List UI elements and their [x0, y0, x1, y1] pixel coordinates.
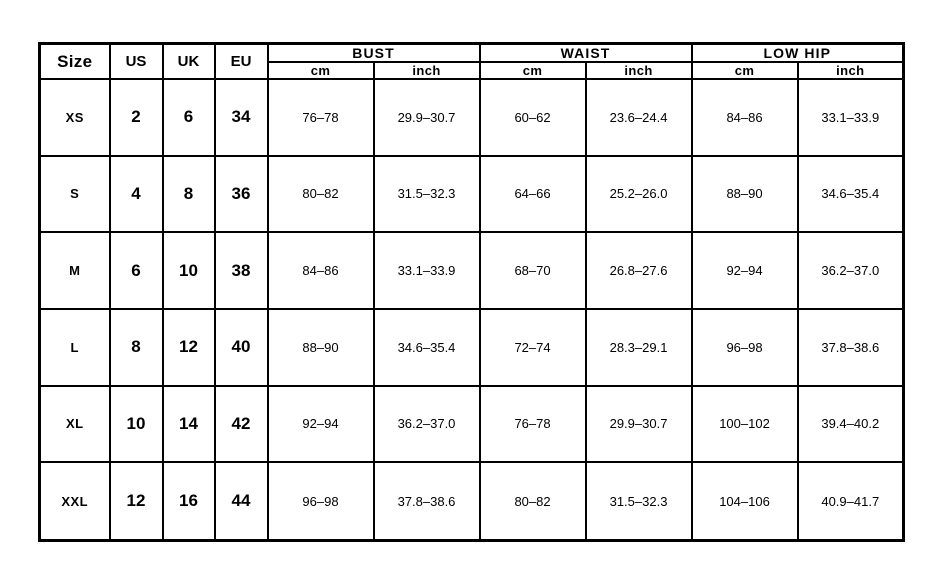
cell-eu: 42	[215, 386, 268, 463]
cell-hip-cm: 100–102	[692, 386, 798, 463]
cell-size: M	[40, 232, 110, 309]
cell-bust-cm: 84–86	[268, 232, 374, 309]
cell-waist-cm: 72–74	[480, 309, 586, 386]
table-row	[40, 156, 904, 233]
cell-bust-cm: 96–98	[268, 462, 374, 540]
cell-uk: 12	[163, 309, 215, 386]
table-header	[40, 44, 904, 80]
cell-hip-cm: 88–90	[692, 156, 798, 233]
header-row-groups	[40, 44, 904, 63]
cell-size: XS	[40, 79, 110, 156]
cell-bust-cm: 76–78	[268, 79, 374, 156]
cell-hip-inch: 37.8–38.6	[798, 309, 904, 386]
cell-waist-cm: 64–66	[480, 156, 586, 233]
cell-us: 6	[110, 232, 163, 309]
cell-us: 12	[110, 462, 163, 540]
cell-waist-inch: 23.6–24.4	[586, 79, 692, 156]
cell-hip-inch: 36.2–37.0	[798, 232, 904, 309]
header-hip-inch: inch	[798, 62, 904, 79]
cell-eu: 38	[215, 232, 268, 309]
cell-hip-cm: 92–94	[692, 232, 798, 309]
cell-bust-inch: 34.6–35.4	[374, 309, 480, 386]
header-bust-inch: inch	[374, 62, 480, 79]
cell-us: 8	[110, 309, 163, 386]
cell-bust-cm: 80–82	[268, 156, 374, 233]
cell-eu: 44	[215, 462, 268, 540]
cell-waist-inch: 29.9–30.7	[586, 386, 692, 463]
cell-us: 10	[110, 386, 163, 463]
header-uk: UK	[163, 44, 215, 80]
header-group-waist: WAIST	[480, 44, 692, 63]
table-body	[40, 79, 904, 541]
cell-hip-cm: 96–98	[692, 309, 798, 386]
cell-hip-inch: 39.4–40.2	[798, 386, 904, 463]
cell-hip-inch: 40.9–41.7	[798, 462, 904, 540]
cell-hip-cm: 104–106	[692, 462, 798, 540]
header-size: Size	[40, 44, 110, 80]
cell-hip-inch: 34.6–35.4	[798, 156, 904, 233]
cell-waist-cm: 60–62	[480, 79, 586, 156]
cell-waist-inch: 26.8–27.6	[586, 232, 692, 309]
cell-bust-inch: 37.8–38.6	[374, 462, 480, 540]
cell-hip-inch: 33.1–33.9	[798, 79, 904, 156]
cell-waist-inch: 25.2–26.0	[586, 156, 692, 233]
cell-uk: 8	[163, 156, 215, 233]
cell-hip-cm: 84–86	[692, 79, 798, 156]
table-row	[40, 309, 904, 386]
cell-waist-cm: 76–78	[480, 386, 586, 463]
cell-size: S	[40, 156, 110, 233]
header-us: US	[110, 44, 163, 80]
cell-eu: 34	[215, 79, 268, 156]
cell-size: XXL	[40, 462, 110, 540]
cell-waist-cm: 80–82	[480, 462, 586, 540]
cell-size: XL	[40, 386, 110, 463]
cell-bust-inch: 31.5–32.3	[374, 156, 480, 233]
table-row	[40, 79, 904, 156]
header-eu: EU	[215, 44, 268, 80]
header-group-bust: BUST	[268, 44, 480, 63]
header-waist-inch: inch	[586, 62, 692, 79]
cell-waist-inch: 31.5–32.3	[586, 462, 692, 540]
header-bust-cm: cm	[268, 62, 374, 79]
table-row	[40, 386, 904, 463]
cell-bust-inch: 29.9–30.7	[374, 79, 480, 156]
cell-us: 4	[110, 156, 163, 233]
cell-eu: 40	[215, 309, 268, 386]
table-row	[40, 462, 904, 540]
cell-bust-cm: 92–94	[268, 386, 374, 463]
header-waist-cm: cm	[480, 62, 586, 79]
table-row	[40, 232, 904, 309]
cell-uk: 14	[163, 386, 215, 463]
cell-size: L	[40, 309, 110, 386]
cell-uk: 10	[163, 232, 215, 309]
cell-bust-inch: 36.2–37.0	[374, 386, 480, 463]
cell-eu: 36	[215, 156, 268, 233]
cell-bust-inch: 33.1–33.9	[374, 232, 480, 309]
cell-bust-cm: 88–90	[268, 309, 374, 386]
cell-waist-cm: 68–70	[480, 232, 586, 309]
cell-uk: 16	[163, 462, 215, 540]
header-hip-cm: cm	[692, 62, 798, 79]
header-group-low-hip: LOW HIP	[692, 44, 904, 63]
cell-uk: 6	[163, 79, 215, 156]
cell-us: 2	[110, 79, 163, 156]
cell-waist-inch: 28.3–29.1	[586, 309, 692, 386]
size-chart-table	[38, 42, 905, 542]
